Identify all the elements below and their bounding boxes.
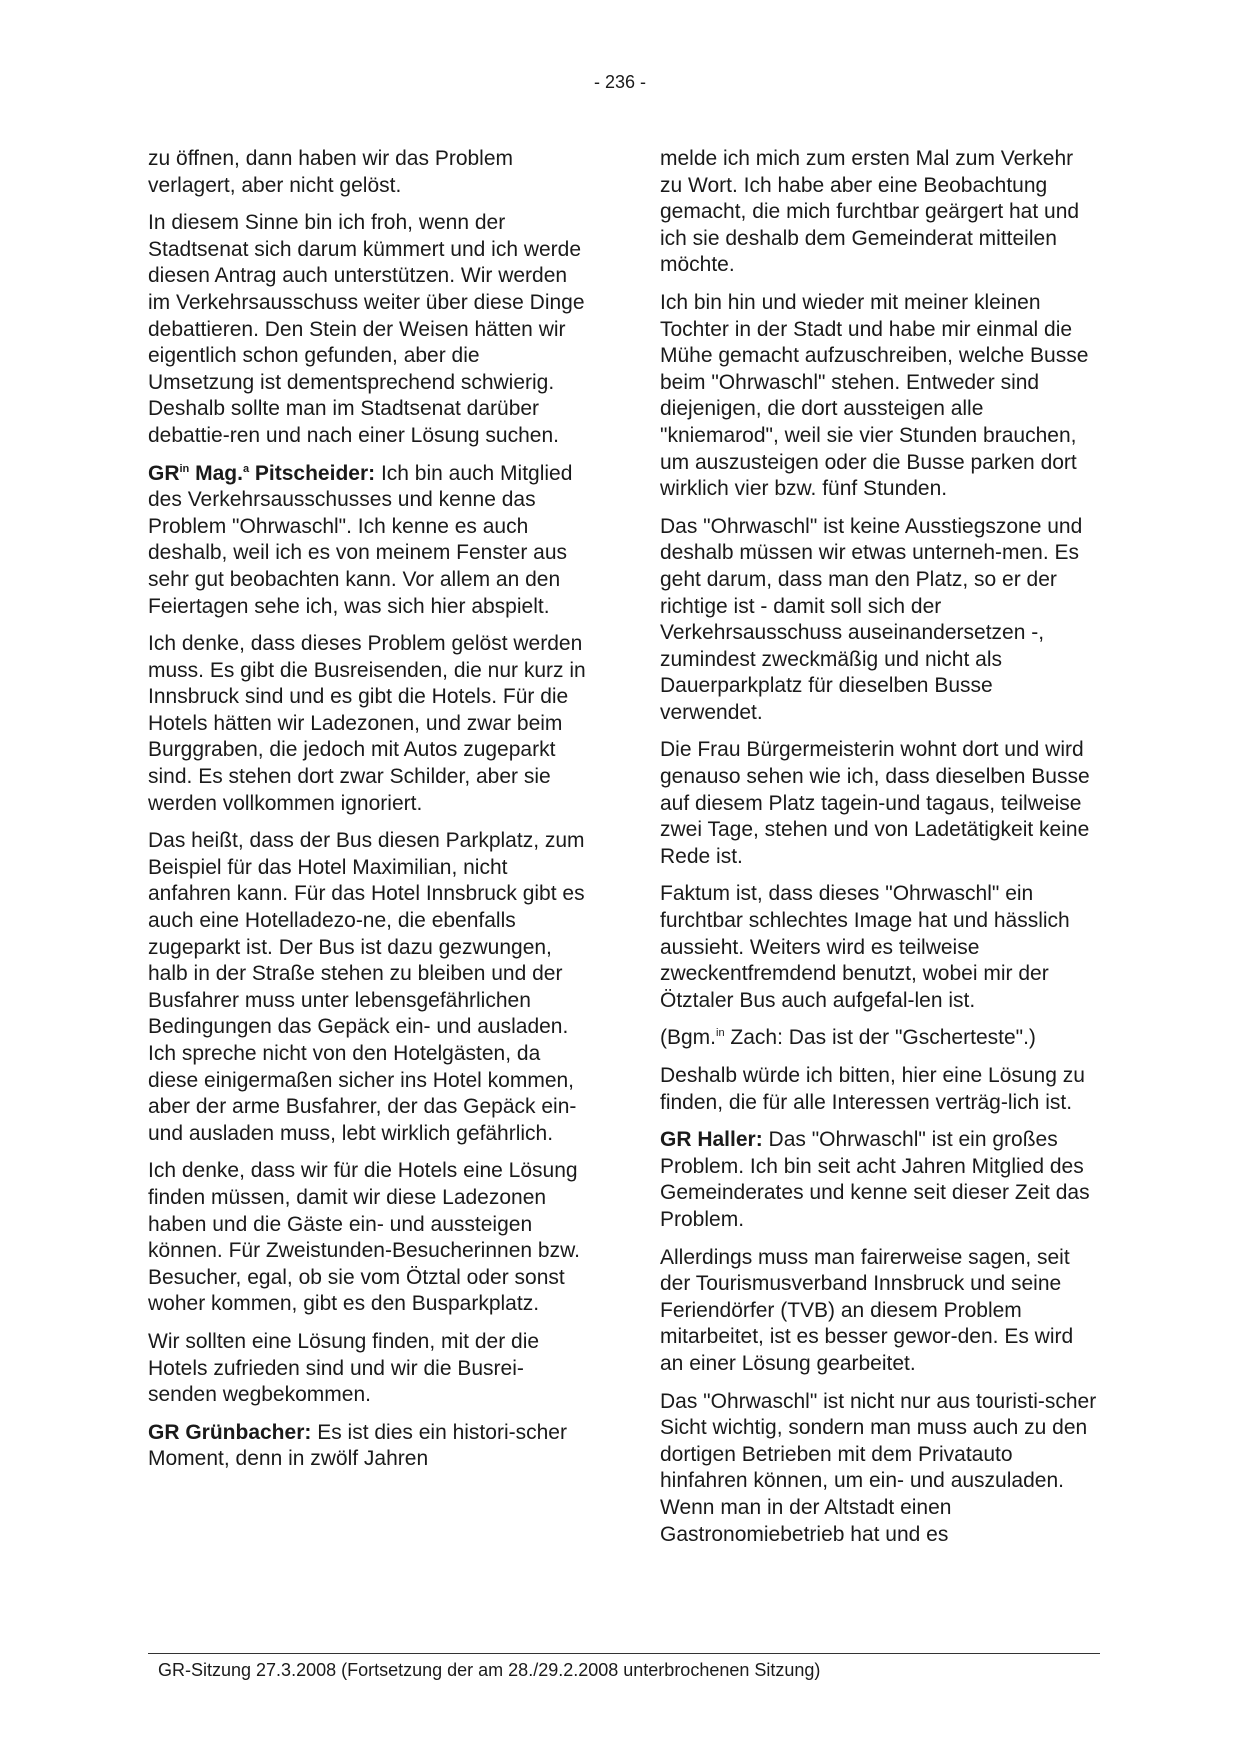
interjection-pre: (Bgm. (660, 1026, 717, 1050)
paragraph: Die Frau Bürgermeisterin wohnt dort und wird genauso sehen wie ich, dass dieselben Busse auf diesem Platz tagein-und tagaus, teilweise zwei Tage, stehen und von Ladetätigkeit keine Rede ist. (660, 738, 1090, 868)
speaker-name-haller: GR Haller: (660, 1128, 763, 1152)
speaker-name-pitscheider (148, 462, 375, 485)
speaker-paragraph-gruenbacher (148, 1420, 588, 1473)
speaker-title-suffix: in (179, 462, 190, 475)
speaker-degree: Mag. (189, 461, 243, 485)
paragraph: Das "Ohrwaschl" ist nicht nur aus touristi-scher Sicht wichtig, sondern man muss auch zu den dortigen Betrieben mit dem Privatauto hinfahren können, um ein- und auszuladen. Wenn man in der Altstadt einen Gastronomiebetrieb hat und es (660, 1389, 1097, 1546)
paragraph: In diesem Sinne bin ich froh, wenn der Stadtsenat sich darum kümmert und ich werde diesen Antrag auch unterstützen. Wir werden im Verkehrsausschuss weiter über diese Dinge debattieren. Den Stein der Weisen hätten wir eigentlich schon gefunden, aber die Umsetzung ist dementsprechend schwierig. Deshalb sollte man im Stadtsenat darüber debattie-ren und nach einer Lösung suchen. (148, 211, 585, 447)
footer: GR-Sitzung 27.3.2008 (Fortsetzung der am 28./29.2.2008 unterbrochenen Sitzung) (158, 1660, 821, 1680)
speech-text: Das "Ohrwaschl" ist ein großes Problem. Ich bin seit acht Jahren Mitglied des Gemeinderates und kenne seit dieser Zeit das Problem. (660, 1128, 1090, 1231)
speaker-surname: Pitscheider: (249, 461, 376, 485)
interjection-suffix: in (716, 1027, 725, 1040)
interjection-text: Zach: Das ist der "Gscherteste".) (724, 1026, 1036, 1050)
speech-text: Ich bin auch Mitglied des Verkehrsausschusses und kenne das Problem "Ohrwaschl". Ich kenne es auch deshalb, weil ich es von meinem Fenster aus sehr gut beobachten kann. Vor allem an den Feiertagen sehe ich, was sich hier abspielt. (148, 461, 573, 618)
speaker-title: GR (148, 461, 180, 485)
page-number: - 236 - (593, 72, 647, 92)
speaker-name-gruenbacher: GR Grünbacher: (148, 1420, 312, 1444)
footer-divider (148, 1653, 1100, 1654)
paragraph: Ich bin hin und wieder mit meiner kleinen Tochter in der Stadt und habe mir einmal die Mühe gemacht aufzuschreiben, welche Busse beim "Ohrwaschl" stehen. Entweder sind diejenigen, die dort aussteigen alle "kniemarod", weil sie vier Stunden brauchen, um auszusteigen oder die Busse parken dort wirklich vier bzw. fünf Stunden. (660, 290, 1089, 501)
right-column (660, 146, 1100, 1559)
paragraph: Das "Ohrwaschl" ist keine Ausstiegszone und deshalb müssen wir etwas unterneh-men. Es geht darum, dass man den Platz, so er der richtige ist - damit soll sich der Verkehrsausschuss auseinandersetzen -, zumindest zweckmäßig und nicht als Dauerparkplatz für dieselben Busse verwendet. (660, 514, 1083, 724)
speech-text: Es ist dies ein histori-scher Moment, denn in zwölf Jahren (148, 1420, 567, 1471)
paragraph: Wir sollten eine Lösung finden, mit der die Hotels zufrieden sind und wir die Busrei-senden wegbekommen. (148, 1329, 540, 1407)
paragraph: Das heißt, dass der Bus diesen Parkplatz, zum Beispiel für das Hotel Maximilian, nicht anfahren kann. Für das Hotel Innsbruck gibt es auch eine Hotelladezo-ne, die ebenfalls zugeparkt ist. Der Bus ist dazu gezwungen, halb in der Straße stehen zu bleiben und der Busfahrer muss unter lebensgefährlichen Bedingungen das Gepäck ein- und ausladen. Ich spreche nicht von den Hotelgästen, da diese einigermaßen sicher ins Hotel kommen, aber der arme Busfahrer, der das Gepäck ein- und ausladen muss, lebt wirklich gefährlich. (148, 829, 585, 1145)
speaker-paragraph-pitscheider (148, 461, 588, 621)
paragraph: Allerdings muss man fairerweise sagen, seit der Tourismusverband Innsbruck und seine Feriendörfer (TVB) an diesem Problem mitarbeitet, ist es besser gewor-den. Es wird an einer Lösung gearbeitet. (660, 1245, 1074, 1375)
paragraph: zu öffnen, dann haben wir das Problem verlagert, aber nicht gelöst. (148, 147, 514, 197)
speaker-degree-suffix: a (242, 462, 250, 475)
paragraph: melde ich mich zum ersten Mal zum Verkehr zu Wort. Ich habe aber eine Beobachtung gemacht, die mich furchtbar geärgert hat und ich sie deshalb dem Gemeinderat mitteilen möchte. (660, 147, 1080, 277)
paragraph: Deshalb würde ich bitten, hier eine Lösung zu finden, die für alle Interessen verträg-lich ist. (660, 1064, 1085, 1114)
speaker-paragraph-haller (660, 1127, 1100, 1233)
interjection (660, 1025, 1100, 1052)
paragraph: Ich denke, dass dieses Problem gelöst werden muss. Es gibt die Busreisenden, die nur kurz in Innsbruck sind und es gibt die Hotels. Für die Hotels hätten wir Ladezonen, und zwar beim Burggraben, die jedoch mit Autos zugeparkt sind. Es stehen dort zwar Schilder, aber sie werden vollkommen ignoriert. (148, 632, 586, 815)
paragraph: Faktum ist, dass dieses "Ohrwaschl" ein furchtbar schlechtes Image hat und hässlich aussieht. Weiters wird es teilweise zweckentfremdend benutzt, wobei mir der Ötztaler Bus auch aufgefal-len ist. (660, 882, 1070, 1012)
paragraph: Ich denke, dass wir für die Hotels eine Lösung finden müssen, damit wir diese Ladezonen haben und die Gäste ein- und aussteigen können. Für Zweistunden-Besucherinnen bzw. Besucher, egal, ob sie vom Ötztal oder sonst woher kommen, gibt es den Busparkplatz. (148, 1159, 580, 1316)
left-column (148, 146, 588, 1484)
